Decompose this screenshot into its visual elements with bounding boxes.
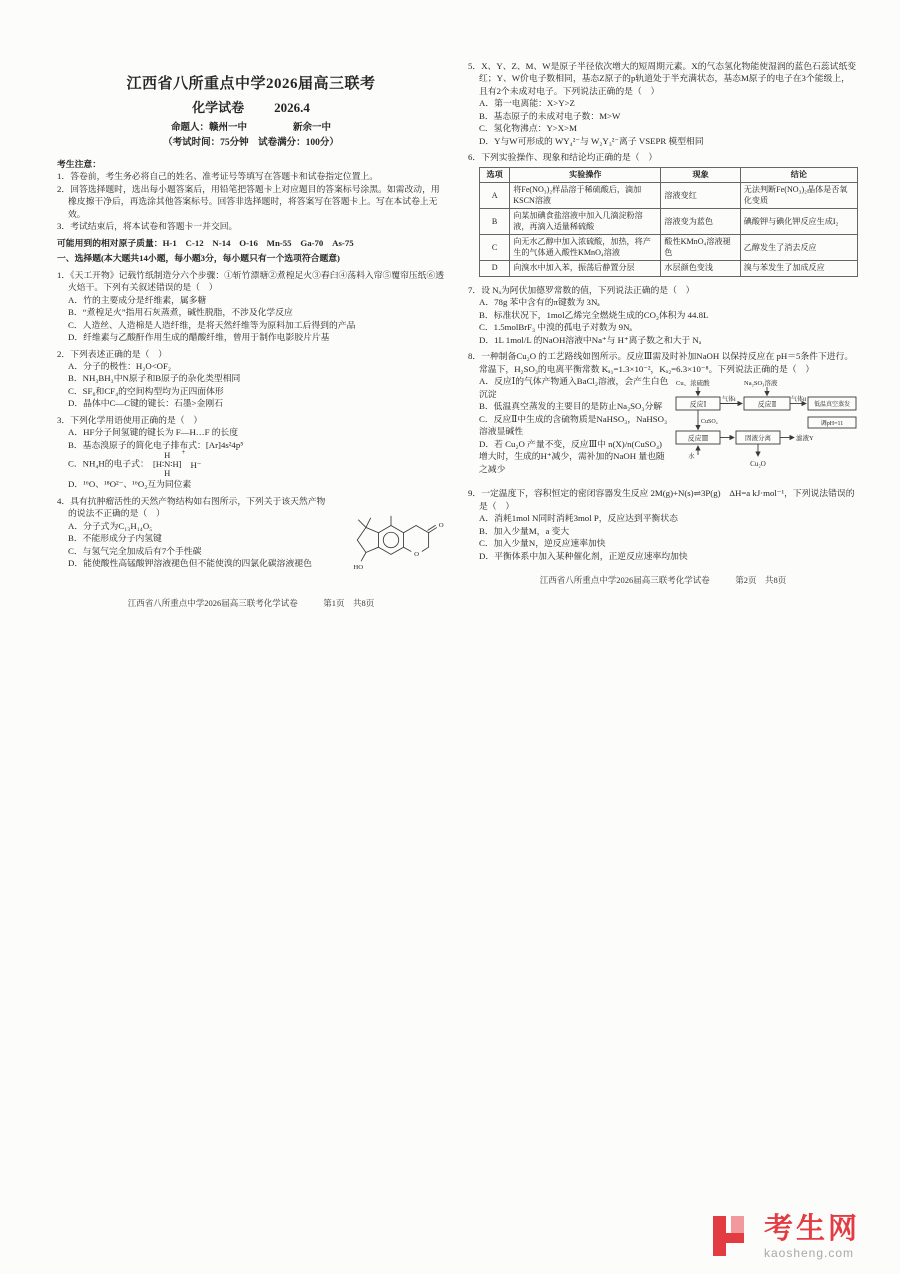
experiment-table [479, 167, 858, 277]
col-header: 实验操作 [510, 167, 661, 183]
cell-operation: 向无水乙醇中加入浓硫酸，加热，将产生的气体通入酸性KMnO₄溶液 [510, 235, 661, 261]
option: D．若 Cu₂O 产量不变，反应Ⅲ中 n(X)/n(CuSO₄) 增大时，生成的H⁺减少，需补加的NaOH 量也随之减少 [479, 438, 665, 474]
question-stem: 2．下列表述正确的是（ ） [57, 348, 167, 359]
flow-gas-i: 气体i [722, 397, 736, 404]
question-1 [57, 269, 445, 344]
cell-phenomenon: 溶液变为蓝色 [661, 209, 740, 235]
cell-conclusion: 无法判断Fe(NO₃)₂晶体是否氧化变质 [740, 183, 857, 209]
exam-meta: （考试时间：75分钟 试卷满分：100分） [163, 138, 339, 149]
option: A．消耗1mol N同时消耗3mol P，反应达到平衡状态 [479, 513, 678, 524]
table-row [480, 209, 858, 235]
flow-vacuum-evaporation: 低温真空蒸发 [813, 402, 851, 409]
natural-product-structure [337, 495, 445, 583]
flow-input-sulfite: Na₂SO₃溶液 [744, 380, 778, 388]
option: D．¹⁶O、¹⁸O²⁻、¹⁶O₂互为同位素 [68, 479, 192, 490]
cell-option: A [480, 183, 510, 209]
page-footer: 江西省八所重点中学2026届高三联考化学试卷 第2页 共8页 [539, 575, 787, 586]
question-9 [468, 487, 858, 562]
q8-process-flowchart [674, 377, 858, 481]
site-watermark [711, 1213, 860, 1260]
option: D．1L 1mol/L 的NaOH溶液中Na⁺与 H⁺离子数之和大于 Nₐ [479, 334, 702, 345]
option: A．HF分子间氢键的键长为 F—H…F 的长度 [68, 427, 239, 438]
col-header: 结论 [740, 167, 857, 183]
cell-option: C [480, 235, 510, 261]
option: C．1.5molBrF₃ 中溴的孤电子对数为 9Nₐ [479, 322, 632, 333]
notice-item: 2．回答选择题时，选出每小题答案后，用铅笔把答题卡上对应题目的答案标号涂黑。如需改动，用橡皮擦干净后，再选涂其他答案标号。回答非选择题时，将答案写在答题卡上。写在本试卷上无效。 [57, 183, 440, 219]
question-stem: 4．具有抗肿瘤活性的天然产物结构如右图所示，下列关于该天然产物的说法不正确的是（ ） [57, 495, 326, 519]
flow-gas-ii: 气体ii [791, 397, 807, 404]
option: B．“煮楻足火”指用石灰蒸煮，碱性脱脂，不涉及化学反应 [68, 307, 293, 318]
question-3 [57, 414, 445, 491]
option-list [468, 512, 858, 562]
notice-title: 考生注意： [57, 158, 101, 169]
option: C．反应Ⅱ中生成的含硫物质是NaHSO₃，NaHSO₃溶液显碱性 [479, 413, 668, 437]
option: D．晶体中C—C键的键长：石墨>金刚石 [68, 398, 224, 409]
proposer-1: 命题人：赣州一中 [170, 122, 247, 133]
option: A．分子的极性：H₂O<OF₂ [68, 360, 171, 371]
table-row [480, 235, 858, 261]
table-row [480, 183, 858, 209]
watermark-brand: 考生网 [763, 1212, 860, 1245]
flow-cuso4-label: CuSO₄ [701, 419, 718, 426]
question-8 [468, 350, 858, 483]
option: A．78g 苯中含有的π键数为 3Nₐ [479, 297, 600, 308]
option-list [468, 97, 858, 147]
electron-dot-formula [152, 448, 202, 479]
section-title: 一、选择题(本大题共14小题，每小题3分，每小题只有一个选项符合题意) [57, 253, 340, 264]
option: A．反应Ⅰ的气体产物通入BaCl₂溶液，会产生白色沉淀 [479, 376, 669, 399]
formula-charge: + [181, 448, 186, 457]
option: B．低温真空蒸发的主要目的是防止Na₂SO₃分解 [479, 401, 663, 412]
question-stem: 3．下列化学用语使用正确的是（ ） [57, 414, 203, 425]
table-row [480, 261, 858, 277]
cell-phenomenon: 溶液变红 [661, 183, 740, 209]
option: D．平衡体系中加入某种催化剂，正逆反应速率均加快 [479, 550, 688, 561]
option-list [57, 294, 445, 344]
cell-conclusion: 乙醇发生了消去反应 [740, 235, 857, 261]
formula-bottom-h: H [164, 468, 171, 479]
page-2-column [468, 60, 858, 586]
option: B．基态溴原子的简化电子排布式：[Ar]4s²4p⁵ [68, 439, 244, 450]
flow-ph-adjust: 调pH=11 [820, 421, 844, 428]
flow-reaction-2: 反应Ⅱ [757, 400, 777, 409]
option [57, 448, 445, 479]
option: A．第一电离能：X>Y>Z [479, 98, 575, 109]
option: A．分子式为C₁₃H₁₄O₅ [68, 520, 153, 531]
proposer-row [57, 122, 445, 135]
page-footer: 江西省八所重点中学2026届高三联考化学试卷 第1页 共8页 [127, 597, 375, 608]
col-header: 选项 [480, 167, 510, 183]
option: C．SF₆和CF₄的空间构型均为正四面体形 [68, 385, 224, 396]
notice-item: 3．考试结束后，将本试卷和答题卡一并交回。 [57, 221, 238, 232]
atomic-mass-line: 可能用到的相对原子质量：H-1 C-12 N-14 O-16 Mn-55 Ga-70 As-75 [57, 237, 354, 248]
formula-top-h: H [164, 450, 171, 461]
kaosheng-logo-icon [711, 1213, 757, 1259]
formula-middle: [H∶N∶H] [152, 459, 182, 470]
question-stem: 7．设 Nₐ为阿伏加德罗常数的值，下列说法正确的是（ ） [468, 285, 695, 295]
option: C．氢化物沸点：Y>X>M [479, 123, 577, 134]
col-header: 现象 [661, 167, 740, 183]
question-5 [468, 60, 858, 147]
flow-product-cu2o: Cu₂O [750, 460, 766, 469]
cell-operation: 向某加碘食盐溶液中加入几滴淀粉溶液，再滴入适量稀硫酸 [510, 209, 661, 235]
flow-input-copper: Cu、浓硫酸 [676, 380, 710, 388]
option: C．加入少量N，逆反应速率加快 [479, 538, 606, 549]
flow-water-label: 水 [688, 453, 695, 461]
subject-name: 化学试卷 [192, 100, 245, 116]
cell-phenomenon: 水层颜色变浅 [661, 261, 740, 277]
flow-reaction-1: 反应Ⅰ [689, 400, 707, 409]
option: B．不能形成分子内氢键 [68, 533, 162, 544]
flow-reaction-3: 反应Ⅲ [687, 434, 709, 443]
question-4 [57, 495, 445, 585]
cell-conclusion: 溴与苯发生了加成反应 [740, 261, 857, 277]
carbonyl-oxygen-label: O [438, 521, 444, 529]
option: A．竹的主要成分是纤维素，属多糖 [68, 294, 207, 305]
proposer-2: 新余一中 [293, 122, 332, 133]
cell-conclusion: 碘酸钾与碘化钾反应生成I₂ [740, 209, 857, 235]
cell-option: B [480, 209, 510, 235]
option: B．基态原子的未成对电子数：M>W [479, 110, 621, 121]
flow-filtrate-y: 滤液Y [796, 435, 814, 443]
exam-edition: 2026.4 [274, 100, 310, 116]
flow-solid-liquid-separation: 固液分离 [745, 435, 771, 443]
option: C．与氢气完全加成后有7个手性碳 [68, 545, 202, 556]
option: D．能使酸性高锰酸钾溶液褪色但不能使溴的四氯化碳溶液褪色 [68, 558, 312, 569]
table-header-row [480, 167, 858, 183]
option: B．NH₃BH₃中N原子和B原子的杂化类型相同 [68, 373, 241, 384]
option-list [57, 360, 445, 410]
question-stem: 8．一种制备Cu₂O 的工艺路线如图所示。反应Ⅲ需及时补加NaOH 以保持反应在 pH＝5条件下进行。常温下，H₂SO₃的电离平衡常数 Kₐ₁=1.3×10⁻²，Kₐ₂=6.3×10⁻⁸。下列说法正确的是（ ） [468, 351, 854, 374]
cell-operation: 向溴水中加入苯，振荡后静置分层 [510, 261, 661, 277]
subject-row [57, 99, 445, 117]
notice-list [57, 170, 445, 232]
cell-phenomenon: 酸性KMnO₄溶液褪色 [661, 235, 740, 261]
notice-item: 1．答卷前，考生务必将自己的姓名、准考证号等填写在答题卡和试卷指定位置上。 [57, 171, 379, 182]
option-list [468, 296, 858, 346]
question-stem: 5．X、Y、Z、M、W是原子半径依次增大的短周期元素。X的气态氢化物能使湿润的蓝色石蕊试纸变红；Y、W价电子数相同，基态Z原子的p轨道处于半充满状态，基态M原子的电子在3个能级上，且有2个未成对电子。下列说法正确的是（ ） [468, 61, 857, 96]
page-1-column [57, 74, 445, 609]
option-label: C．NH₄H的电子式： [68, 458, 149, 469]
question-stem: 1．《天工开物》记载竹纸制造分六个步骤：①斩竹漂塘②煮楻足火③舂臼④荡料入帘⑤覆帘压纸⑥透火焙干。下列有关叙述错误的是（ ） [57, 269, 445, 293]
cell-operation: 将Fe(NO₃)₂样品溶于稀硫酸后，滴加KSCN溶液 [510, 183, 661, 209]
formula-anion: H⁻ [190, 459, 202, 470]
option: B．加入少量M，a 变大 [479, 525, 570, 536]
exam-title: 江西省八所重点中学2026届高三联考 [126, 76, 376, 92]
question-stem: 6．下列实验操作、现象和结论均正确的是（ ） [468, 152, 658, 163]
option: D．纤维素与乙酸酐作用生成的醋酸纤维，曾用于制作电影胶片片基 [68, 332, 330, 343]
option: C．人造丝、人造棉是人造纤维，是将天然纤维等为原料加工后得到的产品 [68, 319, 356, 330]
ring-oxygen-label: O [414, 550, 419, 558]
hydroxyl-label: HO [353, 563, 364, 571]
option: B．标准状况下，1mol乙烯完全燃烧生成的CO₂体积为 44.8L [479, 309, 709, 320]
watermark-domain: kaosheng.com [763, 1246, 855, 1260]
cell-option: D [480, 261, 510, 277]
question-6 [468, 151, 858, 280]
question-2 [57, 348, 445, 410]
question-7 [468, 284, 858, 346]
option: D．Y与W可形成的 WY₄²⁻与 W₂Y₃²⁻离子 VSEPR 模型相同 [479, 135, 704, 146]
question-stem: 9．一定温度下，容积恒定的密闭容器发生反应 2M(g)+N(s)⇌3P(g) ΔH=a kJ·mol⁻¹，下列说法错误的是（ ） [468, 488, 855, 511]
